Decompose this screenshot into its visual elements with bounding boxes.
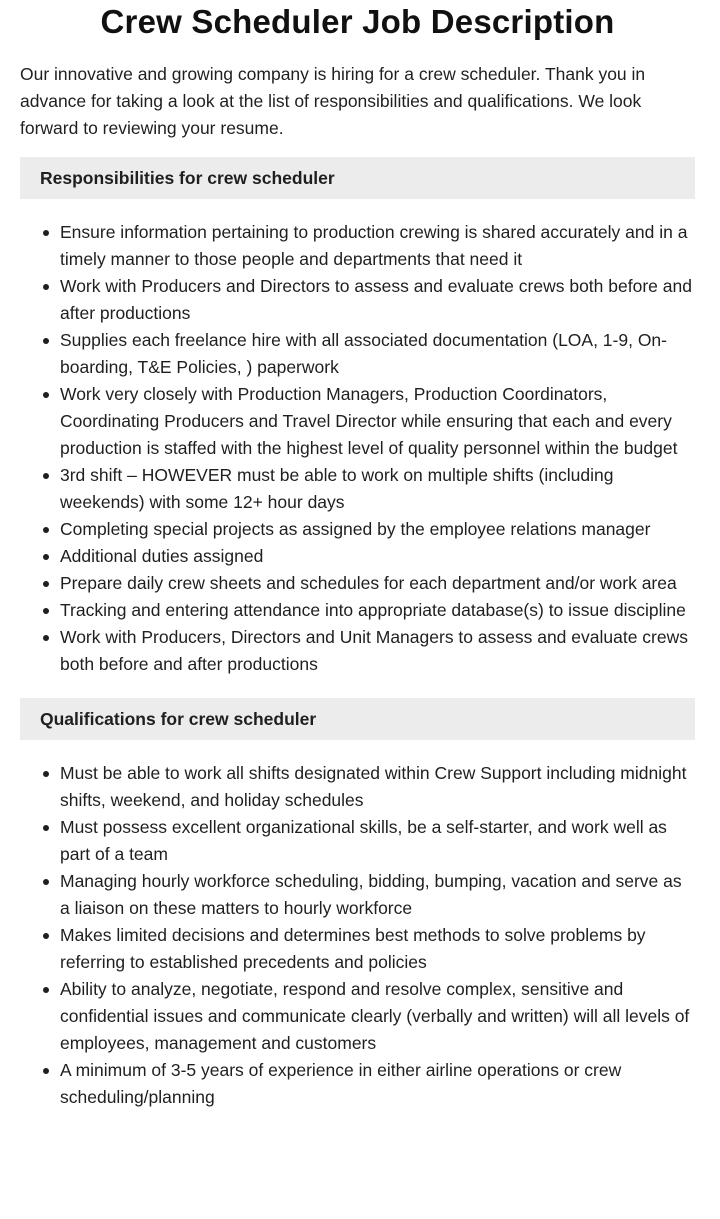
page-title: Crew Scheduler Job Description (100, 3, 615, 40)
list-item: Completing special projects as assigned by the employee relations manager (60, 516, 695, 543)
list-item: A minimum of 3-5 years of experience in either airline operations or crew scheduling/planning (60, 1057, 695, 1111)
list-item: Work with Producers and Directors to assess and evaluate crews both before and after productions (60, 273, 695, 327)
list-item: Managing hourly workforce scheduling, bidding, bumping, vacation and serve as a liaison on these matters to hourly workforce (60, 868, 695, 922)
list-item: Supplies each freelance hire with all associated documentation (LOA, 1-9, On-boarding, T&E Policies, ) paperwork (60, 327, 695, 381)
list-item: Must possess excellent organizational skills, be a self-starter, and work well as part of a team (60, 814, 695, 868)
list-item: Prepare daily crew sheets and schedules for each department and/or work area (60, 570, 695, 597)
qualifications-list (20, 760, 695, 1111)
responsibilities-heading: Responsibilities for crew scheduler (20, 157, 695, 199)
intro-paragraph: Our innovative and growing company is hiring for a crew scheduler. Thank you in advance for taking a look at the list of responsibilities and qualifications. We look forward to reviewing your resume. (20, 64, 646, 138)
list-item: Work very closely with Production Managers, Production Coordinators, Coordinating Producers and Travel Director while ensuring that each and every production is staffed with the highest level of quality personnel within the budget (60, 381, 695, 462)
list-item: Ability to analyze, negotiate, respond and resolve complex, sensitive and confidential issues and communicate clearly (verbally and written) will all levels of employees, management and customers (60, 976, 695, 1057)
qualifications-heading: Qualifications for crew scheduler (20, 698, 695, 740)
list-item: Ensure information pertaining to production crewing is shared accurately and in a timely manner to those people and departments that need it (60, 219, 695, 273)
list-item: Work with Producers, Directors and Unit Managers to assess and evaluate crews both before and after productions (60, 624, 695, 678)
list-item: Additional duties assigned (60, 543, 695, 570)
list-item: Tracking and entering attendance into appropriate database(s) to issue discipline (60, 597, 695, 624)
list-item: 3rd shift – HOWEVER must be able to work on multiple shifts (including weekends) with some 12+ hour days (60, 462, 695, 516)
list-item: Must be able to work all shifts designated within Crew Support including midnight shifts, weekend, and holiday schedules (60, 760, 695, 814)
list-item: Makes limited decisions and determines best methods to solve problems by referring to established precedents and policies (60, 922, 695, 976)
responsibilities-list (20, 219, 695, 678)
